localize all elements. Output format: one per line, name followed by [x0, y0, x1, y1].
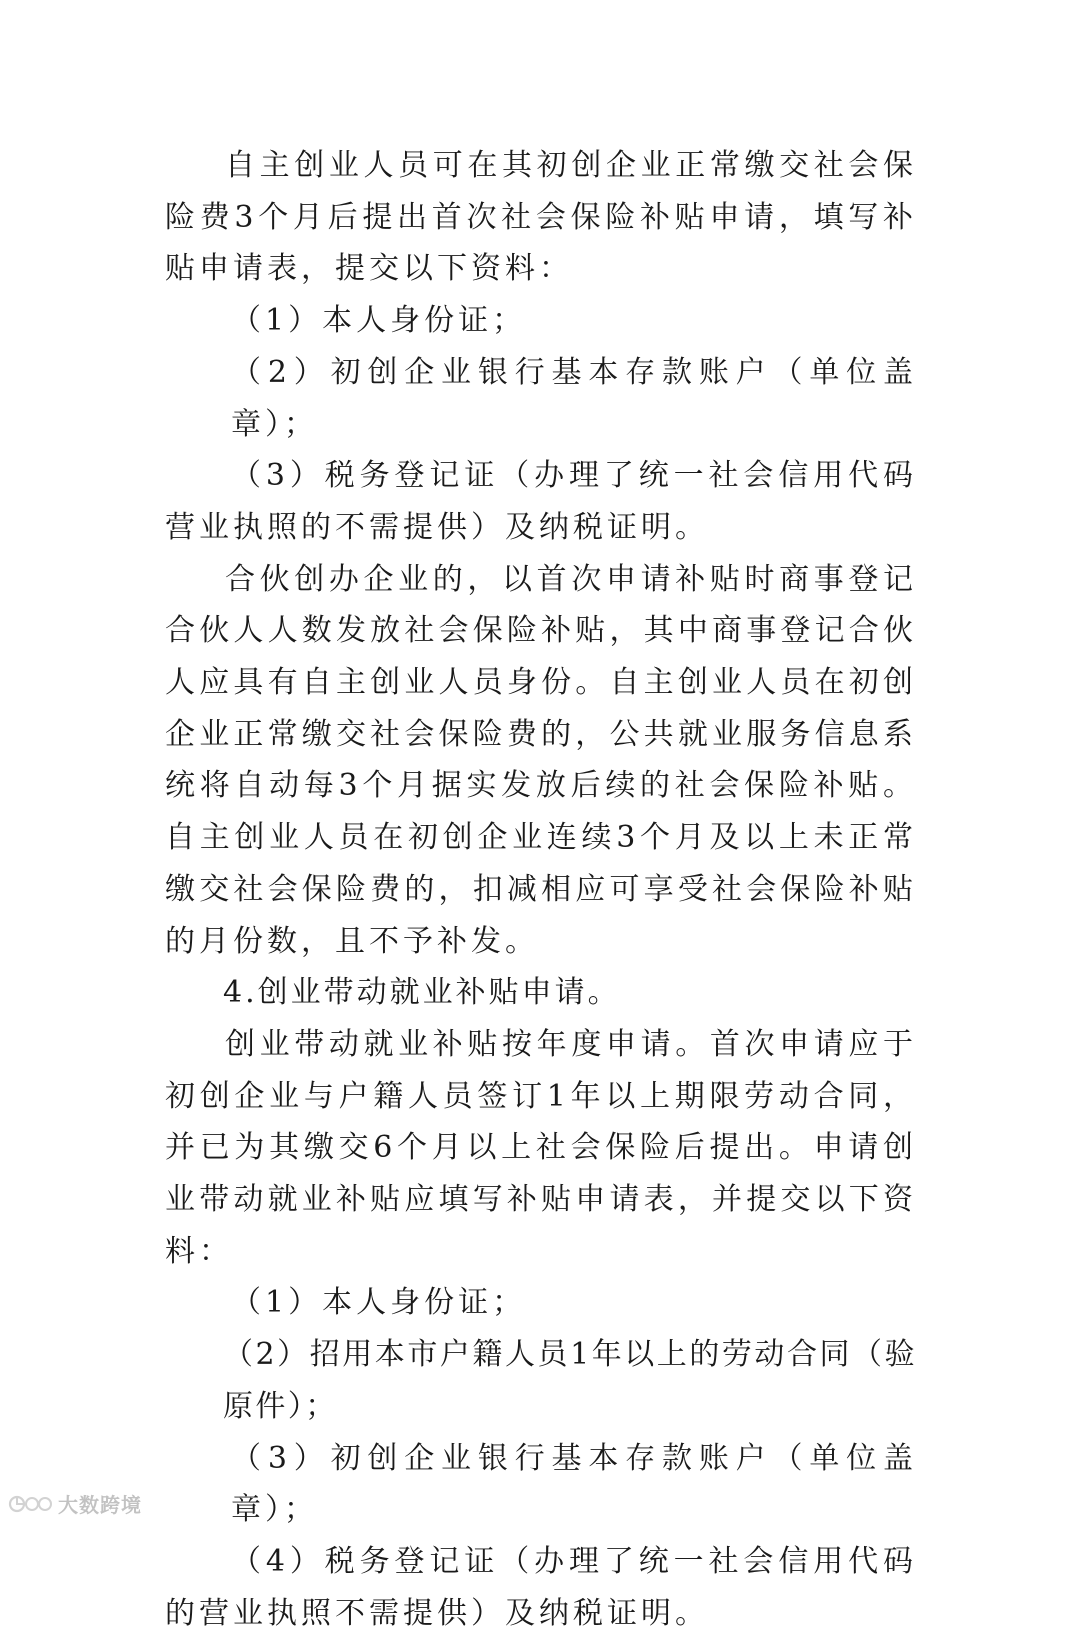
paragraph-partnership-subsidy: 合伙创办企业的，以首次申请补贴时商事登记合伙人人数发放社会保险补贴，其中商事登记合伙人应具有自主创业人员身份。自主创业人员在初创企业正常缴交社会保险费的，公共就业服务信息系统将自动每3个月据实发放后续的社会保险补贴。自主创业人员在初创企业连续3个月及以上未正常缴交社会保险费的，扣减相应可享受社会保险补贴的月份数，且不予补发。 [165, 561, 917, 959]
document-body [165, 140, 917, 1639]
watermark-logo-icon [8, 1493, 52, 1515]
list-item-id-card: （1）本人身份证； [231, 303, 527, 339]
paragraph-employment-subsidy: 创业带动就业补贴按年度申请。首次申请应于初创企业与户籍人员签订1年以上期限劳动合同，并已为其缴交6个月以上社会保险后提出。申请创业带动就业补贴应填写补贴申请表，并提交以下资料： [165, 1026, 917, 1269]
list-item-tax-registration: （3）税务登记证（办理了统一社会信用代码营业执照的不需提供）及纳税证明。 [165, 458, 917, 545]
watermark [8, 1489, 142, 1518]
list-item-bank-account-2: （3）初创企业银行基本存款账户（单位盖章）； [231, 1440, 917, 1528]
list-item-labor-contract: （2）招用本市户籍人员1年以上的劳动合同（验原件）； [223, 1337, 917, 1424]
paragraph-self-employed-application: 自主创业人员可在其初创企业正常缴交社会保险费3个月后提出首次社会保险补贴申请，填写补贴申请表，提交以下资料： [165, 148, 917, 287]
list-item-bank-account: （2）初创企业银行基本存款账户（单位盖章）； [231, 354, 917, 442]
section-heading-employment-subsidy: 4.创业带动就业补贴申请。 [223, 975, 621, 1011]
list-item-id-card-2: （1）本人身份证； [231, 1285, 527, 1321]
watermark-text: 大数跨境 [58, 1493, 142, 1517]
list-item-tax-registration-2: （4）税务登记证（办理了统一社会信用代码的营业执照不需提供）及纳税证明。 [165, 1543, 917, 1631]
